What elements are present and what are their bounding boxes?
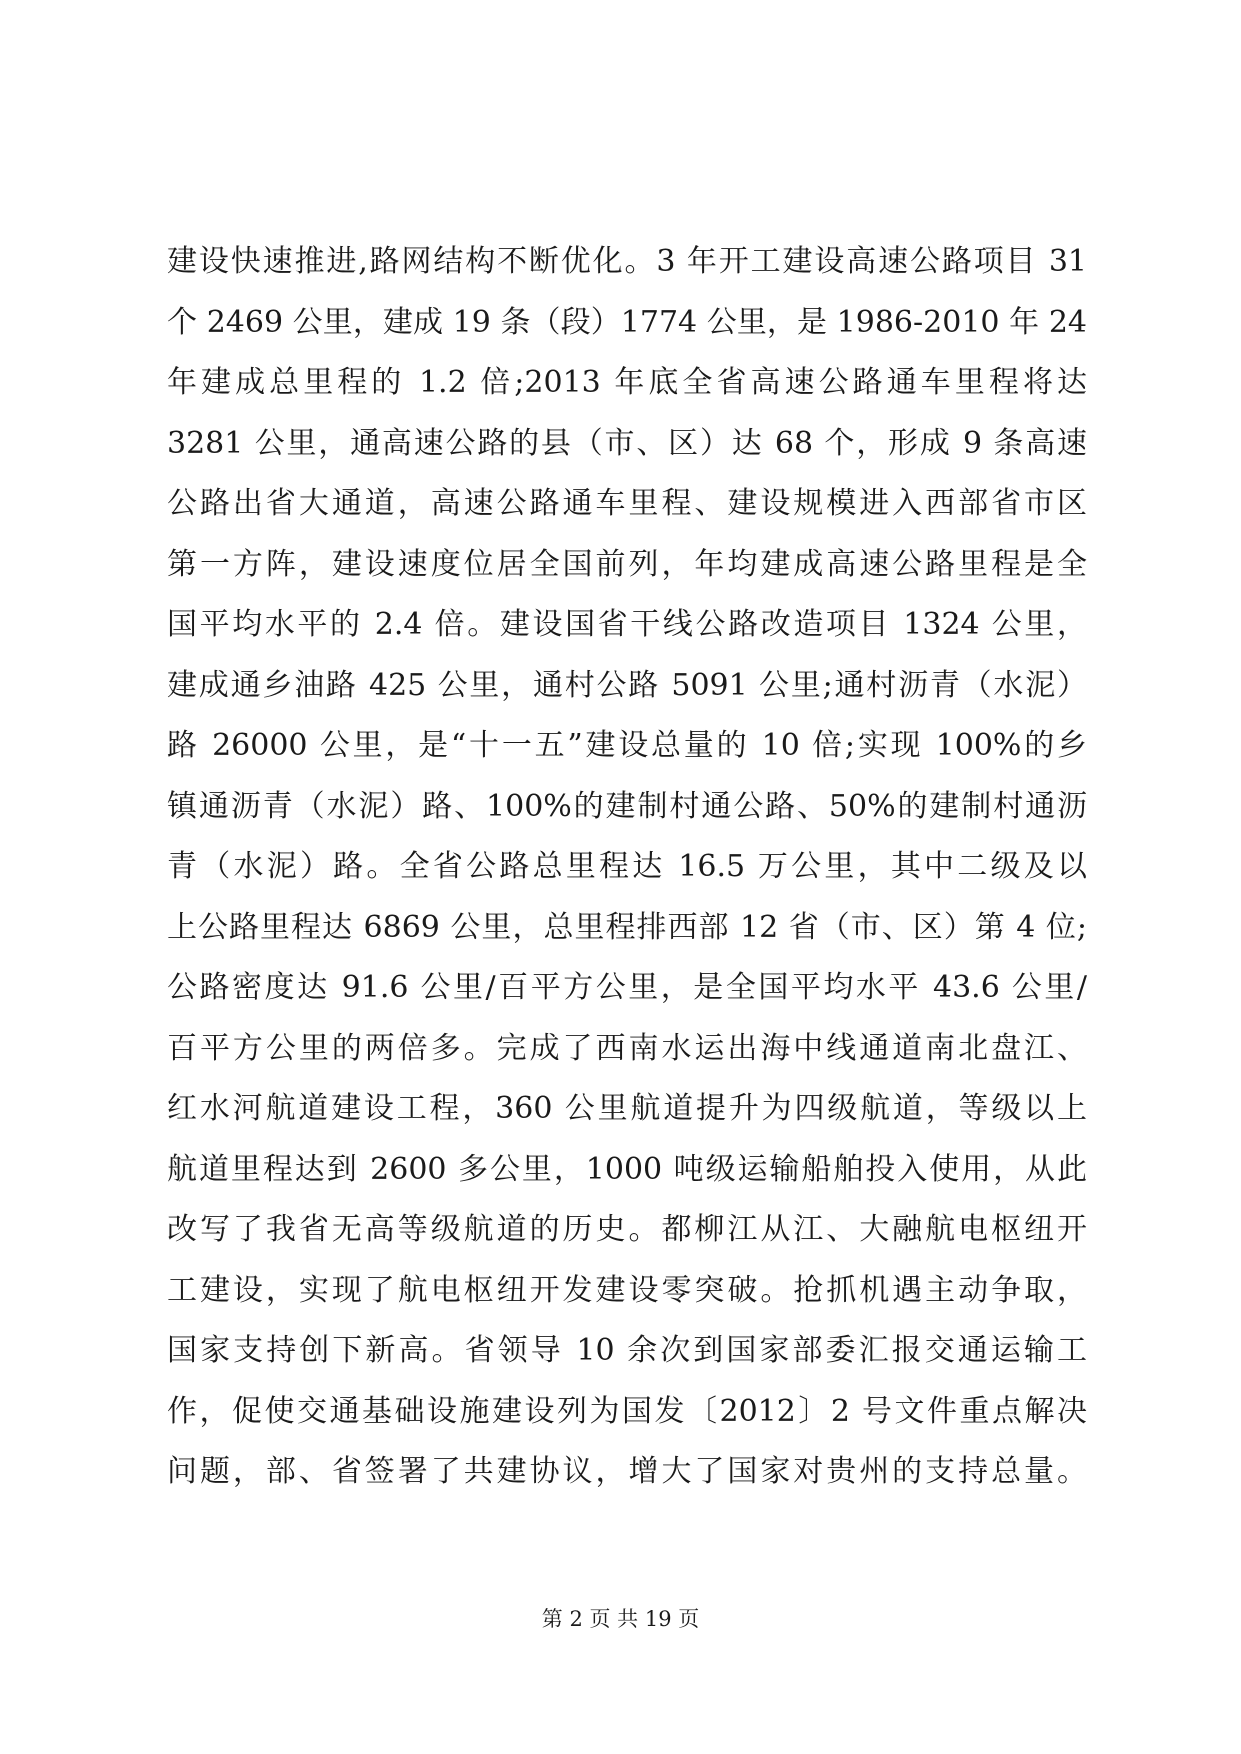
text-line-17: 改写了我省无高等级航道的历史。都柳江从江、大融航电枢纽开 xyxy=(167,1212,1087,1247)
text-line-5: 公路出省大通道，高速公路通车里程、建设规模进入西部省市区 xyxy=(167,486,1087,521)
text-line-12: 上公路里程达 6869 公里，总里程排西部 12 省（市、区）第 4 位; xyxy=(167,909,1087,945)
body-paragraph xyxy=(167,232,1087,1503)
text-line-11: 青（水泥）路。全省公路总里程达 16.5 万公里，其中二级及以 xyxy=(167,849,1087,884)
text-line-21: 问题，部、省签署了共建协议，增大了国家对贵州的支持总量。 xyxy=(167,1454,1087,1489)
page-number-footer: 第 2 页 共 19 页 xyxy=(541,1607,700,1631)
text-line-3: 年建成总里程的 1.2 倍;2013 年底全省高速公路通车里程将达 xyxy=(167,365,1087,400)
text-line-4: 3281 公里，通高速公路的县（市、区）达 68 个，形成 9 条高速 xyxy=(167,425,1087,461)
text-line-1: 建设快速推进,路网结构不断优化。3 年开工建设高速公路项目 31 xyxy=(167,244,1087,279)
text-line-9: 路 26000 公里，是“十一五”建设总量的 10 倍;实现 100%的乡 xyxy=(167,728,1087,763)
text-line-10: 镇通沥青（水泥）路、100%的建制村通公路、50%的建制村通沥 xyxy=(167,788,1087,824)
text-line-13: 公路密度达 91.6 公里/百平方公里，是全国平均水平 43.6 公里/ xyxy=(167,970,1087,1005)
text-line-18: 工建设，实现了航电枢纽开发建设零突破。抢抓机遇主动争取， xyxy=(167,1272,1087,1308)
text-line-14: 百平方公里的两倍多。完成了西南水运出海中线通道南北盘江、 xyxy=(167,1030,1087,1066)
text-line-8: 建成通乡油路 425 公里，通村公路 5091 公里;通村沥青（水泥） xyxy=(167,667,1087,703)
text-line-6: 第一方阵，建设速度位居全国前列，年均建成高速公路里程是全 xyxy=(167,546,1087,582)
text-line-16: 航道里程达到 2600 多公里，1000 吨级运输船舶投入使用，从此 xyxy=(167,1151,1087,1187)
text-line-19: 国家支持创下新高。省领导 10 余次到国家部委汇报交通运输工 xyxy=(167,1333,1087,1368)
text-line-20: 作，促使交通基础设施建设列为国发〔2012〕2 号文件重点解决 xyxy=(167,1393,1087,1429)
text-line-7: 国平均水平的 2.4 倍。建设国省干线公路改造项目 1324 公里， xyxy=(167,607,1087,642)
text-line-2: 个 2469 公里，建成 19 条（段）1774 公里，是 1986-2010 年 24 xyxy=(167,304,1087,340)
text-line-15: 红水河航道建设工程，360 公里航道提升为四级航道，等级以上 xyxy=(167,1091,1087,1126)
